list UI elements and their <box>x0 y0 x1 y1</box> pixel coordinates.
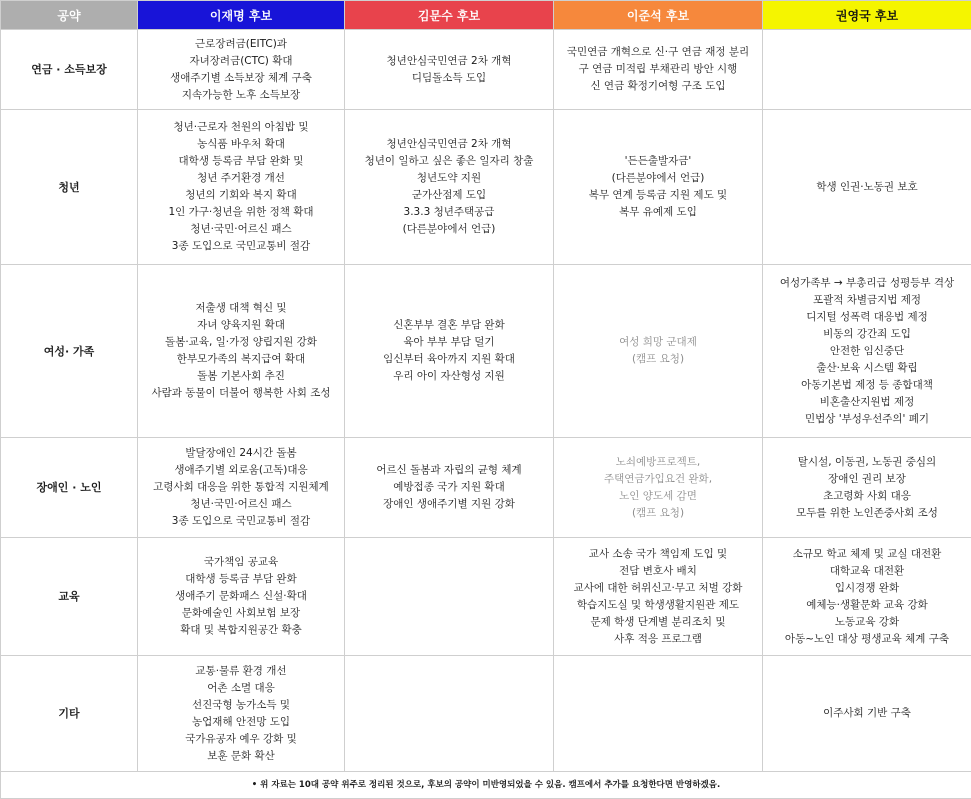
pledge-line: (캠프 요청) <box>558 351 758 368</box>
pledge-line: 대학생 등록금 부담 완화 및 <box>142 153 340 170</box>
row-category: 청년 <box>1 110 138 265</box>
pledge-line: 문제 학생 단계별 분리조치 및 <box>558 614 758 631</box>
row-category: 여성· 가족 <box>1 265 138 438</box>
pledge-line: 탈시설, 이동권, 노동권 중심의 <box>767 454 967 471</box>
pledge-line: 전담 변호사 배치 <box>558 563 758 580</box>
pledge-line: 대학교육 대전환 <box>767 563 967 580</box>
pledge-line: 저출생 대책 혁신 및 <box>142 300 340 317</box>
row-category: 기타 <box>1 656 138 772</box>
header-category: 공약 <box>1 1 138 30</box>
pledge-line: 고령사회 대응을 위한 통합적 지원체계 <box>142 479 340 496</box>
pledge-line: 교사 소송 국가 책임제 도입 및 <box>558 546 758 563</box>
pledge-cell <box>345 538 554 656</box>
table-row <box>1 538 971 656</box>
pledge-cell <box>763 656 971 772</box>
pledge-cell <box>138 438 345 538</box>
pledge-cell <box>554 656 763 772</box>
pledge-line: 출산·보육 시스템 확립 <box>767 360 967 377</box>
pledge-line: 사후 적응 프로그램 <box>558 631 758 648</box>
pledge-line: 우리 아이 자산형성 지원 <box>349 368 549 385</box>
pledge-cell <box>763 538 971 656</box>
pledge-line: 포괄적 차별금지법 제정 <box>767 292 967 309</box>
footer-note: • 위 자료는 10대 공약 위주로 정리된 것으로, 후보의 공약이 미반영되었을 수 있음. 캠프에서 추가를 요청한다면 반영하겠음. <box>1 772 971 799</box>
pledge-line: 한부모가족의 복지급여 확대 <box>142 351 340 368</box>
pledge-line: 국민연금 개혁으로 신·구 연금 재정 분리 <box>558 44 758 61</box>
pledge-line: (다른분야에서 언급) <box>558 170 758 187</box>
table-row <box>1 656 971 772</box>
pledge-cell <box>554 538 763 656</box>
pledge-line: (캠프 요청) <box>558 505 758 522</box>
pledge-line: 문화예술인 사회보험 보장 <box>142 605 340 622</box>
pledge-line: 디딤돌소득 도입 <box>349 70 549 87</box>
pledge-line: 자녀장려금(CTC) 확대 <box>142 53 340 70</box>
pledge-line: 여성 희망 군대제 <box>558 334 758 351</box>
pledge-line: 장애인 생애주기별 지원 강화 <box>349 496 549 513</box>
pledge-cell <box>554 30 763 110</box>
pledge-cell <box>138 656 345 772</box>
pledge-line: 청년도약 지원 <box>349 170 549 187</box>
pledge-line: 비혼출산지원법 제정 <box>767 394 967 411</box>
pledge-line: 노동교육 강화 <box>767 614 967 631</box>
pledge-line: 아동~노인 대상 평생교육 체계 구축 <box>767 631 967 648</box>
pledge-cell <box>138 110 345 265</box>
pledge-cell <box>763 110 971 265</box>
pledge-cell <box>763 30 971 110</box>
pledge-cell <box>138 265 345 438</box>
pledge-line: 학습지도실 및 학생생활지원관 제도 <box>558 597 758 614</box>
pledge-line: 구 연금 미적립 부채관리 방안 시행 <box>558 61 758 78</box>
table-row <box>1 30 971 110</box>
pledge-line: 민법상 '부성우선주의' 폐기 <box>767 411 967 428</box>
table-row <box>1 438 971 538</box>
pledge-cell <box>345 265 554 438</box>
pledge-cell <box>345 30 554 110</box>
pledge-line: 농식품 바우처 확대 <box>142 136 340 153</box>
pledge-line: (다른분야에서 언급) <box>349 221 549 238</box>
pledge-line: 3.3.3 청년주택공급 <box>349 204 549 221</box>
pledge-line: 국가유공자 예우 강화 및 <box>142 731 340 748</box>
pledge-line: 자녀 양육지원 확대 <box>142 317 340 334</box>
pledge-line: '든든출발자금' <box>558 153 758 170</box>
header-candidate-kim-moonsoo: 김문수 후보 <box>345 1 554 30</box>
pledge-line: 아동기본법 제정 등 종합대책 <box>767 377 967 394</box>
pledge-line: 지속가능한 노후 소득보장 <box>142 87 340 104</box>
pledge-line: 확대 및 복합지원공간 확충 <box>142 622 340 639</box>
pledge-line: 교사에 대한 허위신고·무고 처벌 강화 <box>558 580 758 597</box>
pledge-line: 청년안심국민연금 2차 개혁 <box>349 136 549 153</box>
pledge-cell <box>763 438 971 538</box>
pledge-line: 생애주기 문화패스 신설·확대 <box>142 588 340 605</box>
pledge-line: 대학생 등록금 부담 완화 <box>142 571 340 588</box>
pledge-line: 어촌 소멸 대응 <box>142 680 340 697</box>
header-row <box>1 1 971 30</box>
table-row <box>1 265 971 438</box>
pledge-cell <box>345 656 554 772</box>
pledge-cell <box>554 438 763 538</box>
pledge-line: 돌봄·교육, 일·가정 양립지원 강화 <box>142 334 340 351</box>
pledge-line: 근로장려금(EITC)과 <box>142 36 340 53</box>
pledge-line: 육아 부부 부담 덜기 <box>349 334 549 351</box>
pledge-line: 청년안심국민연금 2차 개혁 <box>349 53 549 70</box>
pledge-line: 교통·물류 환경 개선 <box>142 663 340 680</box>
pledge-line: 청년·국민·어르신 패스 <box>142 221 340 238</box>
pledge-line: 예체능·생활문화 교육 강화 <box>767 597 967 614</box>
pledge-line: 국가책임 공교육 <box>142 554 340 571</box>
row-category: 교육 <box>1 538 138 656</box>
pledge-line: 1인 가구·청년을 위한 정책 확대 <box>142 204 340 221</box>
pledge-line: 모두를 위한 노인존중사회 조성 <box>767 505 967 522</box>
row-category: 장애인 · 노인 <box>1 438 138 538</box>
pledge-line: 노인 양도세 감면 <box>558 488 758 505</box>
pledge-line: 어르신 돌봄과 자립의 균형 체계 <box>349 462 549 479</box>
pledge-line: 복무 유예제 도입 <box>558 204 758 221</box>
pledge-cell <box>138 30 345 110</box>
row-category: 연금 · 소득보장 <box>1 30 138 110</box>
pledge-line: 여성가족부 → 부총리급 성평등부 격상 <box>767 275 967 292</box>
pledge-line: 비동의 강간죄 도입 <box>767 326 967 343</box>
pledge-line: 예방접종 국가 지원 확대 <box>349 479 549 496</box>
pledge-line: 신혼부부 결혼 부담 완화 <box>349 317 549 334</box>
pledge-cell <box>345 110 554 265</box>
pledge-line: 소규모 학교 체제 및 교실 대전환 <box>767 546 967 563</box>
pledge-line: 생애주기별 소득보장 체계 구축 <box>142 70 340 87</box>
pledge-line: 발달장애인 24시간 돌봄 <box>142 445 340 462</box>
pledge-line: 노쇠예방프로젝트, <box>558 454 758 471</box>
pledge-line: 장애인 권리 보장 <box>767 471 967 488</box>
pledge-line: 3종 도입으로 국민교통비 절감 <box>142 238 340 255</box>
pledge-line: 3종 도입으로 국민교통비 절감 <box>142 513 340 530</box>
pledge-line: 청년이 일하고 싶은 좋은 일자리 창출 <box>349 153 549 170</box>
pledge-cell <box>138 538 345 656</box>
pledge-line: 돌봄 기본사회 추진 <box>142 368 340 385</box>
pledge-line: 안전한 임신중단 <box>767 343 967 360</box>
pledge-line: 복무 연계 등록금 지원 제도 및 <box>558 187 758 204</box>
pledge-line: 생애주기별 외로움(고독)대응 <box>142 462 340 479</box>
footer-row <box>1 772 971 799</box>
pledge-line: 농업재해 안전망 도입 <box>142 714 340 731</box>
header-candidate-lee-junseok: 이준석 후보 <box>554 1 763 30</box>
header-candidate-lee-jaemyung: 이재명 후보 <box>138 1 345 30</box>
pledge-line: 보훈 문화 확산 <box>142 748 340 765</box>
pledge-line: 학생 인권·노동권 보호 <box>767 179 967 196</box>
pledge-line: 청년의 기회와 복지 확대 <box>142 187 340 204</box>
pledge-line: 신 연금 확정기여형 구조 도입 <box>558 78 758 95</box>
pledge-cell <box>554 110 763 265</box>
pledge-line: 초고령화 사회 대응 <box>767 488 967 505</box>
pledge-cell <box>763 265 971 438</box>
pledge-line: 청년·국민·어르신 패스 <box>142 496 340 513</box>
pledge-line: 이주사회 기반 구축 <box>767 705 967 722</box>
pledge-line: 군가산점제 도입 <box>349 187 549 204</box>
header-candidate-kwon-youngkook: 권영국 후보 <box>763 1 971 30</box>
pledge-cell <box>345 438 554 538</box>
pledge-line: 사람과 동물이 더불어 행복한 사회 조성 <box>142 385 340 402</box>
pledge-line: 임신부터 육아까지 지원 확대 <box>349 351 549 368</box>
pledge-line: 청년 주거환경 개선 <box>142 170 340 187</box>
pledge-line: 선진국형 농가소득 및 <box>142 697 340 714</box>
table-row <box>1 110 971 265</box>
pledge-cell <box>554 265 763 438</box>
pledge-line: 청년·근로자 천원의 아침밥 및 <box>142 119 340 136</box>
pledge-line: 디지털 성폭력 대응법 제정 <box>767 309 967 326</box>
pledge-line: 주택연금가입요건 완화, <box>558 471 758 488</box>
pledge-line: 입시경쟁 완화 <box>767 580 967 597</box>
